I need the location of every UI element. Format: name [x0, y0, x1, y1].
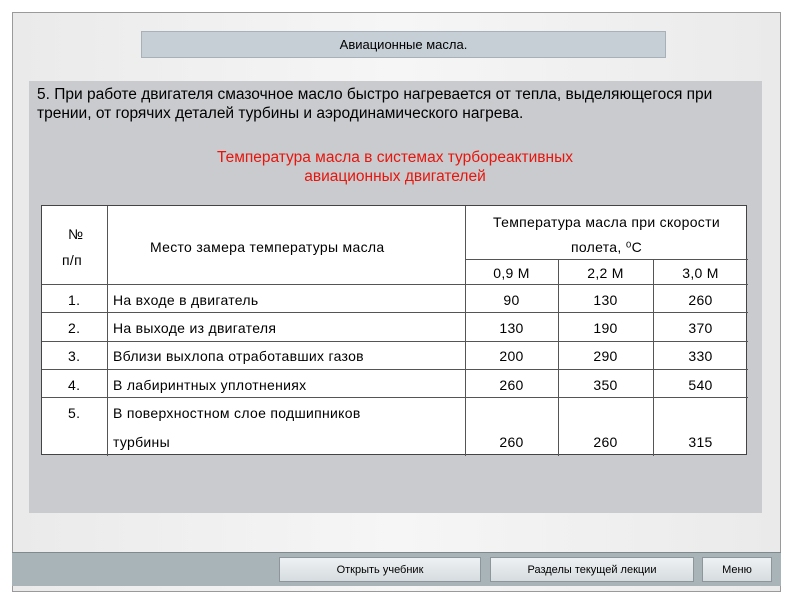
row-value: 330: [688, 348, 713, 364]
table-hline: [42, 341, 748, 342]
row-place-continued: турбины: [113, 434, 170, 450]
row-number: 2.: [68, 320, 81, 336]
table-hline: [465, 259, 748, 260]
row-value: 260: [688, 292, 713, 308]
header-item-no: п/п: [62, 252, 82, 268]
header-number-sign: №: [68, 226, 84, 242]
lecture-sections-button[interactable]: Разделы текущей лекции: [490, 557, 694, 582]
table-hline: [42, 397, 748, 398]
row-value: 200: [499, 348, 524, 364]
row-value: 190: [593, 320, 618, 336]
row-value: 130: [593, 292, 618, 308]
row-place: В поверхностном слое подшипников: [113, 405, 361, 421]
row-number: 1.: [68, 292, 81, 308]
row-value: 260: [593, 434, 618, 450]
table-caption-line2: авиационных двигателей: [304, 168, 486, 185]
table-caption-line1: Температура масла в системах турбореактивных: [217, 149, 573, 166]
row-value: 315: [688, 434, 713, 450]
row-value: 540: [688, 377, 713, 393]
header-speed: 3,0 М: [682, 265, 719, 281]
row-value: 90: [503, 292, 520, 308]
table-vline: [107, 206, 108, 456]
table-hline: [42, 284, 748, 285]
intro-text: 5. При работе двигателя смазочное масло быстро нагревается от тепла, выделяющегося при трении, от горячих деталей турбины и аэродинамического нагрева.: [37, 86, 713, 122]
header-speed: 2,2 М: [587, 265, 624, 281]
row-place: В лабиринтных уплотнениях: [113, 377, 307, 393]
header-speed: 0,9 М: [493, 265, 530, 281]
temperature-table: [41, 205, 747, 455]
row-place: На выходе из двигателя: [113, 320, 277, 336]
row-value: 370: [688, 320, 713, 336]
header-measurement-place: Место замера температуры масла: [150, 239, 385, 255]
row-value: 260: [499, 434, 524, 450]
row-value: 350: [593, 377, 618, 393]
row-number: 4.: [68, 377, 81, 393]
menu-button[interactable]: Меню: [702, 557, 772, 582]
header-flight-speed: полета, ⁰C: [570, 239, 643, 255]
header-oil-temperature: Температура масла при скорости: [493, 214, 720, 230]
row-value: 260: [499, 377, 524, 393]
table-hline: [42, 369, 748, 370]
row-value: 130: [499, 320, 524, 336]
table-caption: [150, 148, 640, 186]
table-hline: [42, 312, 748, 313]
row-number: 3.: [68, 348, 81, 364]
open-textbook-button[interactable]: Открыть учебник: [279, 557, 481, 582]
row-place: Вблизи выхлопа отработавших газов: [113, 348, 364, 364]
row-value: 290: [593, 348, 618, 364]
row-place: На входе в двигатель: [113, 292, 259, 308]
slide-title: Авиационные масла.: [141, 31, 666, 58]
row-number: 5.: [68, 405, 81, 421]
